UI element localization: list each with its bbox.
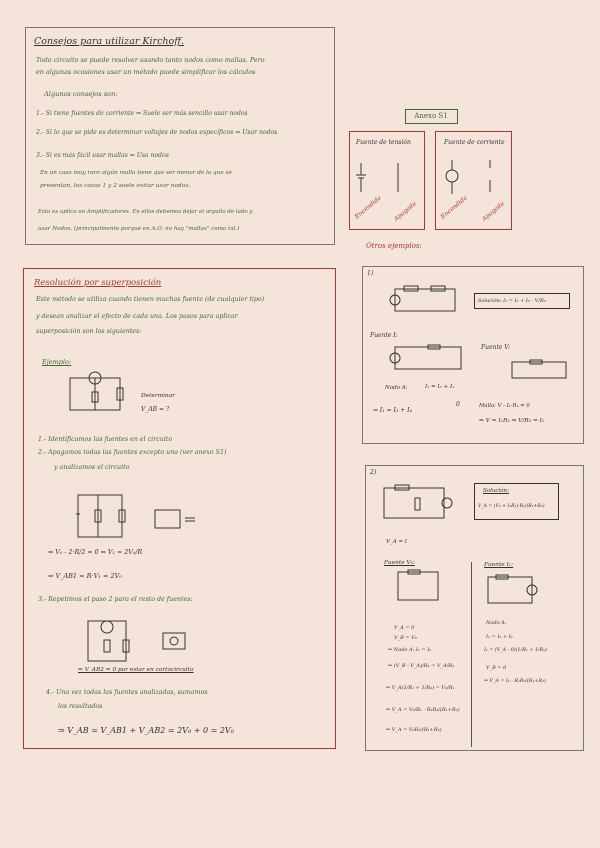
ejemplo-1-number: 1) bbox=[367, 270, 374, 277]
kirchhoff-amp-2: usar Nodos. (principalmente porque en A.O. no hay "mallas" como tal.) bbox=[38, 226, 240, 232]
kirchhoff-note-2: presentan, los casos 1 y 2 suele evitar usar nodos. bbox=[40, 183, 191, 189]
anexo-apagada-left: Apagada bbox=[392, 200, 418, 223]
example-circuit-icon bbox=[70, 372, 123, 410]
ej1-malla: Malla: V - I₁·R₃ = 0 bbox=[479, 403, 530, 409]
ej1-circuit-icon bbox=[390, 286, 455, 311]
ej2-circuit-icon bbox=[384, 485, 452, 518]
ejemplo-label: Ejemplo: bbox=[42, 358, 72, 366]
step3-equivalent-icon bbox=[163, 633, 185, 649]
eq-2: ⇒ V_AB1 = R·V₁ = 2V₀ bbox=[48, 572, 122, 580]
determinar-value: V_AB = ? bbox=[141, 406, 170, 413]
ej2-i-line-0: Nodo A: bbox=[486, 620, 507, 626]
ej2-v-line-2: ⇒ Nodo A: I₁ = I₂ bbox=[388, 647, 432, 653]
voltage-source-on-icon bbox=[356, 163, 366, 192]
ej1-eq-c: ⇒ V = I₁R₃ ⇒ V/R₃ = I₁ bbox=[479, 418, 545, 424]
ej1-fuente-i-circuit-icon bbox=[390, 345, 461, 369]
ej2-fuente-i: Fuente I₁: bbox=[484, 562, 514, 568]
sup-intro-2: y desean analizar el efecto de cada una. Los pasos para aplicar bbox=[36, 313, 238, 320]
current-source-on-icon bbox=[446, 160, 458, 194]
ej2-v-line-1: V_B = V₀ bbox=[394, 635, 417, 641]
eq-1: ⇒ V₀ - 2·R/2 = 0 ⇒ V₁ = 2V₀/R bbox=[48, 549, 143, 556]
ej2-fuente-i-circuit-icon bbox=[488, 575, 537, 603]
final-result: ⇒ V_AB = V_AB1 + V_AB2 = 2V₀ + 0 = 2V₀ bbox=[58, 726, 234, 735]
step-4-line-2: los resultados bbox=[58, 703, 103, 710]
anexo-label: Anexo S1 bbox=[414, 112, 448, 120]
step-4-line-1: 4.- Una vez todas las fuentes analizadas, sumamos bbox=[46, 689, 208, 696]
otros-ejemplos-label: Otros ejemplos: bbox=[366, 242, 422, 250]
ej2-v-line-4: ⇒ V_A(1/R₁ + 1/R₂) = V₀/R₁ bbox=[386, 685, 455, 691]
ej2-v-line-5: ⇒ V_A = V₀/R₁ · R₁R₂/(R₁+R₂) bbox=[386, 707, 460, 713]
step-3: 3.- Repetimos el paso 2 para el resto de fuentes: bbox=[38, 596, 193, 603]
step2-circuit-icon bbox=[76, 495, 125, 537]
ej1-solution: Solución: I₁ = I₁ + I₂ - V/R₃ bbox=[478, 298, 546, 304]
ej2-v-line-0: V_A = 0 bbox=[394, 625, 415, 631]
determinar-label: Determinar bbox=[141, 393, 175, 399]
kirchhoff-amp-1: Esto es aplica en Amplificadores. En ellos debemos dejar el orgullo de lado y bbox=[38, 209, 253, 215]
anexo-apagada-right: Apagada bbox=[480, 200, 506, 223]
anexo-current-title: Fuente de corriente bbox=[444, 139, 505, 146]
superposicion-title: Resolución por superposición bbox=[34, 278, 162, 288]
ej2-i-line-2: I₁ = (V_A - 0)(1/R₁ + 1/R₂) bbox=[484, 648, 547, 653]
ejemplo-2-number: 2) bbox=[370, 469, 377, 476]
anexo-encendida-left: Encendida bbox=[353, 194, 383, 221]
ej2-solution-title: Solución: bbox=[483, 488, 509, 494]
ej2-i-line-4: ⇒ V_A = I₁ · R₁R₂/(R₁+R₂) bbox=[484, 679, 546, 684]
eq-3: ⇒ V_AB2 = 0 por estar en cortocircuito bbox=[78, 667, 194, 673]
anexo-voltage-title: Fuente de tensión bbox=[356, 139, 411, 146]
kirchhoff-intro-2: en algunas ocasiones usar un método puede simplificar los cálculos bbox=[36, 68, 256, 76]
step-1: 1.- Identificamos las fuentes en el circuito bbox=[38, 436, 173, 443]
sup-intro-1: Este método se utiliza cuando tienen muchas fuente (de cualquier tipo) bbox=[36, 296, 265, 303]
ej2-i-line-3: V_B = 0 bbox=[486, 665, 507, 671]
ej2-fuente-v: Fuente V₀: bbox=[384, 560, 415, 566]
ej2-fuente-v-circuit-icon bbox=[398, 570, 438, 600]
ej1-fuente-v: Fuente V: bbox=[481, 344, 511, 351]
ej2-v-line-6: ⇒ V_A = V₀R₂/(R₁+R₂) bbox=[386, 727, 442, 733]
kirchhoff-intro-1: Todo circuito se puede resolver usando tanto nodos como mallas. Pero bbox=[36, 56, 265, 64]
step-2-line-2: y analizamos el circuito bbox=[54, 464, 130, 471]
tips-heading: Algunos consejos son: bbox=[44, 90, 118, 98]
step3-circuit-icon bbox=[88, 621, 129, 661]
tip-2: 2.- Si lo que se pide es determinar voltajes de nodos específicos ⇒ Usar nodos bbox=[36, 129, 278, 136]
ej1-eq-a: I₁ = I₃ + I₁ bbox=[425, 384, 455, 390]
tip-3: 3.- Si es más fácil usar mallas ⇒ Usa nodos bbox=[36, 152, 169, 159]
ej1-eq-b: ⇒ I₁ = I₃ + I₄ bbox=[373, 407, 412, 414]
anexo-encendida-right: Encendida bbox=[439, 194, 469, 221]
tip-1: 1.- Si tiene fuentes de corriente ⇒ Suele ser más sencillo usar nodos bbox=[36, 110, 248, 117]
ej1-zero: 0 bbox=[456, 401, 460, 408]
ej1-nodo-a: Nodo A: bbox=[385, 385, 408, 391]
ej2-solution-eq: V_A = (V₀ + I₁R₁)·R₁/(R₁+R₂) bbox=[478, 504, 545, 509]
ej2-v-line-3: ⇒ (V_B - V_A)/R₁ = V_A/R₂ bbox=[388, 663, 455, 669]
step2-equivalent-icon bbox=[155, 510, 195, 528]
sup-intro-3: superposición son los siguientes: bbox=[36, 328, 142, 335]
ej2-va-i: V_A = I bbox=[386, 539, 407, 545]
kirchhoff-note-1: En un caso muy raro algún malla tiene que ser menor de lo que se bbox=[40, 170, 232, 176]
step-2-line-1: 2.- Apagamos todas las fuentes excepto una (ver anexo S1) bbox=[38, 449, 227, 456]
ej1-fuente-v-circuit-icon bbox=[512, 360, 566, 378]
kirchhoff-title: Consejos para utilizar Kirchoff. bbox=[34, 36, 185, 47]
ej2-i-line-1: I₁ = I₂ + I₃ bbox=[486, 634, 513, 640]
ej1-fuente-i: Fuente I: bbox=[370, 332, 398, 339]
